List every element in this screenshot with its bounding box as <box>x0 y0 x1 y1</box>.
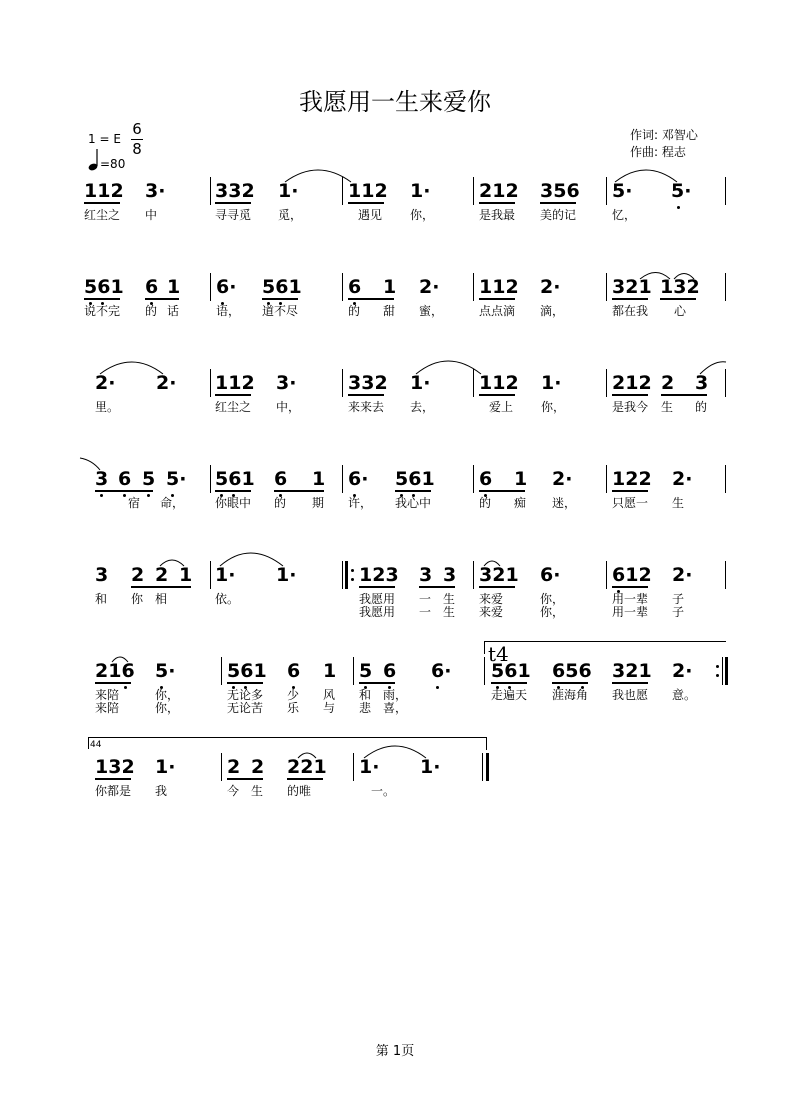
note: 5 <box>359 660 373 682</box>
note: 2· <box>419 276 440 298</box>
note: 112 <box>348 180 388 202</box>
note: 3· <box>276 372 297 394</box>
lyric: 的 <box>348 304 361 318</box>
note: 6 <box>287 660 301 682</box>
note: 3 <box>443 564 457 586</box>
lyric: 痴 <box>514 496 527 510</box>
note: 1 <box>179 564 193 586</box>
note: 6 <box>145 276 159 298</box>
time-signature-bottom: 8 <box>132 140 142 158</box>
lyric: 我 <box>155 784 168 798</box>
lyric: 来爱 <box>479 592 504 606</box>
lyric-verse-2: 我愿用 <box>359 605 396 619</box>
volta-label-2: 44 <box>90 740 102 750</box>
note: 6 <box>274 468 288 490</box>
note: 6 <box>348 276 362 298</box>
lyric: 蜜， <box>419 304 444 318</box>
lyric-verse-2: 喜， <box>383 701 408 715</box>
note: 5· <box>155 660 176 682</box>
note: 2 <box>155 564 169 586</box>
note: 5· <box>612 180 633 202</box>
lyric-verse-2: 你， <box>155 701 180 715</box>
note: 1 <box>514 468 528 490</box>
note: 6· <box>348 468 369 490</box>
note: 332 <box>348 372 388 394</box>
note: 321 <box>479 564 519 586</box>
lyric: 红尘之 <box>215 400 252 414</box>
lyric: 一。 <box>371 784 396 798</box>
lyric-verse-2: 乐 <box>287 701 300 715</box>
slur <box>674 274 694 280</box>
note: 6 <box>118 468 132 490</box>
lyric: 是我最 <box>479 208 516 222</box>
lyric: 觅， <box>278 208 303 222</box>
lyric-verse-2: 用一辈 <box>612 605 649 619</box>
lyric: 风 <box>323 688 336 702</box>
note: 1· <box>420 756 441 778</box>
lyric: 生 <box>251 784 264 798</box>
note: 221 <box>287 756 327 778</box>
note: 332 <box>215 180 255 202</box>
lyric: 一 <box>419 592 432 606</box>
volta-bracket-2 <box>88 737 487 750</box>
note: 112 <box>84 180 124 202</box>
note: 123 <box>359 564 399 586</box>
note: 3 <box>695 372 709 394</box>
score-row-6 <box>0 660 790 724</box>
slur <box>220 553 283 566</box>
note: 1· <box>278 180 299 202</box>
lyric: 里。 <box>95 400 120 414</box>
note: 2· <box>540 276 561 298</box>
lyricist-credit: 作词: 邓智心 <box>630 128 698 142</box>
lyric: 的 <box>145 304 158 318</box>
score-row-4 <box>0 468 790 518</box>
lyric: 都在我 <box>612 304 649 318</box>
lyric: 忆， <box>612 208 637 222</box>
lyric: 期 <box>312 496 325 510</box>
slur <box>100 362 163 374</box>
note: 1· <box>155 756 176 778</box>
note: 1· <box>276 564 297 586</box>
lyric: 是我今 <box>612 400 649 414</box>
note: 112 <box>479 276 519 298</box>
lyric: 寻寻觅 <box>215 208 252 222</box>
slur <box>416 361 481 374</box>
lyric: 我愿用 <box>359 592 396 606</box>
note: 6 <box>479 468 493 490</box>
score-row-7 <box>0 756 790 806</box>
note: 2 <box>661 372 675 394</box>
lyric: 去， <box>410 400 435 414</box>
lyric: 话 <box>167 304 180 318</box>
note: 2· <box>672 564 693 586</box>
note: 561 <box>84 276 124 298</box>
note: 3 <box>95 564 109 586</box>
note: 1· <box>359 756 380 778</box>
lyric-verse-2: 悲 <box>359 701 372 715</box>
note: 5· <box>671 180 692 202</box>
note: 1· <box>215 564 236 586</box>
lyric: 少 <box>287 688 300 702</box>
note: 3· <box>145 180 166 202</box>
note: 1 <box>312 468 326 490</box>
lyric: 说不完 <box>84 304 121 318</box>
lyric: 的 <box>274 496 287 510</box>
lyric-verse-2: 来陪 <box>95 701 120 715</box>
lyric: 和 <box>359 688 372 702</box>
note: 561 <box>491 660 531 682</box>
slur <box>640 273 670 280</box>
note: 6· <box>431 660 452 682</box>
slur <box>160 560 184 566</box>
lyric: 宿 <box>128 496 141 510</box>
lyric: 你， <box>155 688 180 702</box>
note: 321 <box>612 660 652 682</box>
lyric-verse-2: 子 <box>672 605 685 619</box>
note: 2· <box>95 372 116 394</box>
lyric: 中， <box>276 400 301 414</box>
slur <box>298 753 316 758</box>
note: 1 <box>383 276 397 298</box>
lyric: 心 <box>674 304 687 318</box>
slur <box>285 170 351 182</box>
lyric: 甜 <box>383 304 396 318</box>
lyric: 命， <box>160 496 185 510</box>
lyric: 走遍天 <box>491 688 528 702</box>
note: 561 <box>215 468 255 490</box>
note: 2· <box>672 660 693 682</box>
lyric: 红尘之 <box>84 208 121 222</box>
lyric: 用一辈 <box>612 592 649 606</box>
lyric: 迷， <box>552 496 577 510</box>
note: 1 <box>323 660 337 682</box>
lyric: 你， <box>410 208 435 222</box>
page-number: 第 1页 <box>375 1044 415 1059</box>
lyric: 依。 <box>215 592 240 606</box>
lyric: 来来去 <box>348 400 385 414</box>
lyric: 意。 <box>672 688 697 702</box>
lyric: 无论多 <box>227 688 264 702</box>
note: 1· <box>410 372 431 394</box>
note: 612 <box>612 564 652 586</box>
slur <box>112 657 128 662</box>
lyric: 我心中 <box>395 496 432 510</box>
lyric: 的 <box>479 496 492 510</box>
key-signature: 1 = E <box>88 132 121 146</box>
lyric: 道不尽 <box>262 304 299 318</box>
note: 1 <box>167 276 181 298</box>
note: 2· <box>156 372 177 394</box>
note: 1· <box>410 180 431 202</box>
score-row-3 <box>0 372 790 422</box>
note: 112 <box>479 372 519 394</box>
lyric: 中 <box>145 208 158 222</box>
lyric: 点点滴 <box>479 304 516 318</box>
slur <box>615 170 677 182</box>
lyric: 今 <box>227 784 240 798</box>
note: 561 <box>227 660 267 682</box>
lyric: 语， <box>216 304 241 318</box>
lyric: 生 <box>443 592 456 606</box>
lyric: 爱上 <box>489 400 514 414</box>
note: 6· <box>216 276 237 298</box>
lyric: 雨， <box>383 688 408 702</box>
score-row-5 <box>0 564 790 628</box>
slur <box>80 458 100 470</box>
note: 132 <box>95 756 135 778</box>
lyric: 相 <box>155 592 168 606</box>
note: 212 <box>612 372 652 394</box>
lyric-verse-2: 你， <box>540 605 565 619</box>
volta-bracket-1 <box>484 641 726 654</box>
note: 122 <box>612 468 652 490</box>
lyric-verse-2: 生 <box>443 605 456 619</box>
lyric: 你 <box>131 592 144 606</box>
note: 561 <box>395 468 435 490</box>
composer-credit: 作曲: 程志 <box>630 145 686 159</box>
lyric: 你都是 <box>95 784 132 798</box>
lyric: 涯海角 <box>552 688 589 702</box>
note: 3 <box>419 564 433 586</box>
note: 212 <box>479 180 519 202</box>
note: 356 <box>540 180 580 202</box>
time-signature-top: 6 <box>132 120 142 138</box>
volta-bracket-left-edge <box>88 737 89 749</box>
lyric: 许， <box>348 496 373 510</box>
lyric: 来陪 <box>95 688 120 702</box>
lyric-verse-2: 无论苦 <box>227 701 264 715</box>
note: 1· <box>541 372 562 394</box>
lyric-verse-2: 来爱 <box>479 605 504 619</box>
lyric: 生 <box>661 400 674 414</box>
lyric: 你， <box>541 400 566 414</box>
note: 2 <box>131 564 145 586</box>
lyric: 遇见 <box>358 208 383 222</box>
lyric-verse-2: 与 <box>323 701 336 715</box>
lyric-verse-2: 一 <box>419 605 432 619</box>
note: 6· <box>540 564 561 586</box>
lyric: 我也愿 <box>612 688 649 702</box>
note: 2 <box>251 756 265 778</box>
lyric: 你眼中 <box>215 496 252 510</box>
lyric: 你， <box>540 592 565 606</box>
lyric: 的唯 <box>287 784 312 798</box>
lyric: 滴， <box>540 304 565 318</box>
lyric: 和 <box>95 592 108 606</box>
lyric: 美的记 <box>540 208 577 222</box>
song-title: 我愿用一生来爱你 <box>299 88 491 116</box>
note: 2· <box>552 468 573 490</box>
note: 656 <box>552 660 592 682</box>
note: 5 <box>142 468 156 490</box>
note: 2· <box>672 468 693 490</box>
note: 561 <box>262 276 302 298</box>
lyric: 子 <box>672 592 685 606</box>
note: 5· <box>166 468 187 490</box>
lyric: 只愿一 <box>612 496 649 510</box>
note: 216 <box>95 660 135 682</box>
lyric: 的 <box>695 400 708 414</box>
note: 3 <box>95 468 109 490</box>
volta-label-1: t4 <box>488 642 509 666</box>
lyric: 生 <box>672 496 685 510</box>
slur <box>484 561 500 566</box>
score-row-1 <box>0 180 790 230</box>
note: 132 <box>660 276 700 298</box>
note: 112 <box>215 372 255 394</box>
note: 321 <box>612 276 652 298</box>
tempo-marking: =80 <box>100 157 126 171</box>
note: 2 <box>227 756 241 778</box>
note: 6 <box>383 660 397 682</box>
slur <box>700 362 726 374</box>
score-row-2 <box>0 276 790 326</box>
